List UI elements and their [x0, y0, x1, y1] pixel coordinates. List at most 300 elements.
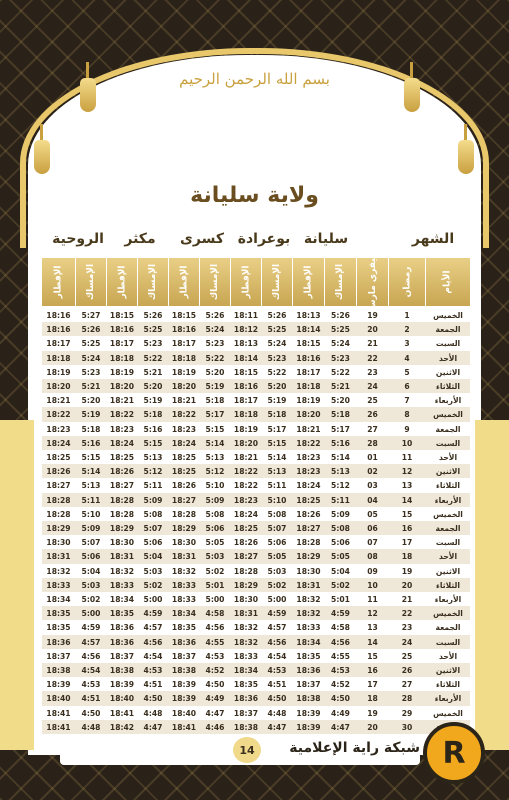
- iftar-column-header: الإفطار: [169, 258, 199, 306]
- iftar-time-cell: 18:24: [46, 438, 71, 448]
- imsak-time-cell: 5:20: [143, 382, 163, 391]
- imsak-time-cell: 4:56: [267, 637, 287, 647]
- iftar-time-cell: 18:26: [109, 467, 135, 477]
- iftar-time-cell: 18:40: [46, 694, 71, 704]
- iftar-time-cell: 18:26: [233, 538, 259, 548]
- imsak-time-cell: 5:06: [81, 552, 101, 562]
- region-header: مكثر: [124, 231, 156, 247]
- imsak-time-cell: 5:03: [81, 580, 101, 590]
- iftar-time-cell: 18:21: [296, 424, 321, 434]
- imsak-time-cell: 4:51: [143, 680, 163, 690]
- imsak-time-cell: 4:49: [205, 694, 225, 704]
- imsak-time-cell: 5:11: [143, 481, 163, 491]
- iftar-time-cell: 18:38: [233, 722, 259, 732]
- brand-logo-icon: R: [423, 722, 485, 784]
- imsak-time-cell: 5:04: [143, 552, 163, 562]
- iftar-time-cell: 18:35: [109, 609, 135, 619]
- iftar-time-cell: 18:23: [109, 424, 135, 434]
- imsak-time-cell: 5:26: [81, 325, 101, 335]
- imsak-time-cell: 4:58: [331, 623, 350, 633]
- table-row: [42, 635, 470, 649]
- imsak-time-cell: 5:06: [331, 538, 350, 548]
- iftar-time-cell: 18:21: [233, 453, 259, 462]
- iftar-time-cell: 18:20: [46, 382, 71, 391]
- iftar-time-cell: 18:33: [171, 580, 197, 590]
- table-row: [42, 336, 470, 350]
- iftar-column-header: الإفطار: [231, 258, 261, 306]
- imsak-time-cell: 5:04: [331, 566, 350, 576]
- iftar-time-cell: 18:39: [171, 680, 197, 690]
- iftar-time-cell: 18:32: [233, 623, 259, 633]
- iftar-time-cell: 18:12: [233, 325, 259, 335]
- gregorian-day-cell: 20: [367, 722, 378, 732]
- iftar-time-cell: 18:41: [46, 722, 71, 732]
- ramadan-day-cell: 30: [401, 722, 413, 732]
- iftar-time-cell: 18:23: [233, 495, 259, 505]
- imsak-time-cell: 5:23: [267, 353, 287, 363]
- imsak-time-cell: 5:14: [331, 453, 350, 462]
- imsak-time-cell: 4:57: [81, 637, 101, 647]
- imsak-time-cell: 5:25: [81, 339, 101, 349]
- table-row: [42, 308, 470, 322]
- gregorian-column-header: فيفري مارس: [357, 258, 388, 306]
- gregorian-day-cell: 19: [367, 708, 378, 718]
- imsak-time-cell: 5:20: [331, 396, 350, 406]
- imsak-time-cell: 4:55: [205, 637, 225, 647]
- iftar-time-cell: 18:13: [233, 339, 259, 349]
- ramadan-day-cell: 10: [401, 438, 413, 448]
- imsak-time-cell: 5:24: [81, 353, 101, 363]
- iftar-time-cell: 18:25: [46, 453, 71, 462]
- imsak-time-cell: 5:05: [205, 538, 225, 548]
- imsak-time-cell: 5:24: [331, 339, 350, 349]
- ramadan-day-cell: 6: [404, 382, 410, 391]
- imsak-time-cell: 5:00: [143, 595, 163, 604]
- ramadan-day-cell: 7: [404, 396, 410, 406]
- gregorian-day-cell: 26: [367, 410, 378, 420]
- ramadan-day-cell: 21: [401, 595, 413, 604]
- gregorian-day-cell: 18: [367, 694, 378, 704]
- iftar-time-cell: 18:27: [233, 552, 259, 562]
- iftar-time-cell: 18:20: [296, 410, 321, 420]
- iftar-time-cell: 18:29: [171, 524, 197, 533]
- ramadan-day-cell: 22: [401, 609, 413, 619]
- iftar-time-cell: 18:15: [171, 311, 197, 320]
- table-row: [42, 407, 470, 421]
- imsak-time-cell: 5:11: [81, 495, 101, 505]
- imsak-time-cell: 5:09: [143, 495, 163, 505]
- imsak-time-cell: 5:07: [267, 524, 287, 533]
- iftar-time-cell: 18:34: [109, 595, 135, 604]
- iftar-time-cell: 18:38: [171, 666, 197, 675]
- iftar-time-cell: 18:36: [109, 637, 135, 647]
- iftar-time-cell: 18:24: [171, 438, 197, 448]
- iftar-time-cell: 18:29: [296, 552, 321, 562]
- iftar-time-cell: 18:33: [296, 623, 321, 633]
- iftar-time-cell: 18:19: [171, 367, 197, 377]
- gregorian-day-cell: 24: [367, 382, 378, 391]
- imsak-time-cell: 4:56: [143, 637, 163, 647]
- iftar-time-cell: 18:24: [109, 438, 135, 448]
- imsak-time-cell: 5:14: [81, 467, 101, 477]
- gregorian-day-cell: 10: [367, 580, 378, 590]
- day-cell: الأربعاء: [434, 396, 462, 406]
- imsak-time-cell: 4:54: [143, 651, 163, 661]
- iftar-time-cell: 18:27: [109, 481, 135, 491]
- imsak-time-cell: 5:12: [331, 481, 350, 491]
- imsak-time-cell: 5:13: [81, 481, 101, 491]
- iftar-time-cell: 18:42: [109, 722, 135, 732]
- day-cell: السبت: [435, 438, 461, 448]
- imsak-time-cell: 4:53: [81, 680, 101, 690]
- imsak-time-cell: 5:19: [81, 410, 101, 420]
- iftar-time-cell: 18:16: [109, 325, 135, 335]
- day-cell: الأربعاء: [434, 495, 462, 505]
- table-row: [42, 478, 470, 492]
- imsak-time-cell: 4:50: [205, 680, 225, 690]
- iftar-time-cell: 18:18: [109, 353, 135, 363]
- iftar-time-cell: 18:23: [171, 424, 197, 434]
- imsak-time-cell: 5:26: [267, 311, 287, 320]
- imsak-time-cell: 5:21: [331, 382, 350, 391]
- imsak-time-cell: 5:11: [267, 481, 287, 491]
- iftar-column-header: الإفطار: [42, 258, 75, 306]
- iftar-time-cell: 18:15: [109, 311, 135, 320]
- imsak-time-cell: 5:10: [81, 509, 101, 519]
- day-cell: الاثنين: [435, 666, 461, 675]
- imsak-time-cell: 5:08: [143, 509, 163, 519]
- gregorian-day-cell: 01: [367, 453, 378, 462]
- day-cell: الخميس: [433, 609, 463, 619]
- table-row: [42, 464, 470, 478]
- iftar-time-cell: 18:34: [46, 595, 71, 604]
- day-cell: الثلاثاء: [436, 382, 460, 391]
- iftar-time-cell: 18:17: [171, 339, 197, 349]
- gregorian-day-cell: 08: [367, 552, 378, 562]
- imsak-time-cell: 5:02: [143, 580, 163, 590]
- imsak-time-cell: 4:47: [331, 722, 350, 732]
- iftar-time-cell: 18:19: [46, 367, 71, 377]
- imsak-time-cell: 5:02: [267, 580, 287, 590]
- imsak-time-cell: 4:54: [267, 651, 287, 661]
- iftar-time-cell: 18:36: [233, 694, 259, 704]
- iftar-time-cell: 18:35: [46, 609, 71, 619]
- lantern-icon: [458, 140, 474, 174]
- iftar-time-cell: 18:31: [46, 552, 71, 562]
- imsak-time-cell: 5:20: [267, 382, 287, 391]
- imsak-time-cell: 4:57: [267, 623, 287, 633]
- gregorian-day-cell: 19: [367, 311, 378, 320]
- imsak-time-cell: 5:00: [205, 595, 225, 604]
- mosque-silhouette-right: [475, 420, 509, 750]
- day-cell: السبت: [435, 339, 461, 349]
- imsak-time-cell: 5:27: [81, 311, 101, 320]
- imsak-time-cell: 5:00: [267, 595, 287, 604]
- day-cell: السبت: [435, 637, 461, 647]
- imsak-time-cell: 5:02: [331, 580, 350, 590]
- imsak-column-header: الإمساك: [325, 258, 356, 306]
- iftar-time-cell: 18:21: [171, 396, 197, 406]
- imsak-time-cell: 5:02: [81, 595, 101, 604]
- imsak-time-cell: 5:18: [81, 424, 101, 434]
- imsak-time-cell: 5:10: [205, 481, 225, 491]
- iftar-time-cell: 18:37: [233, 708, 259, 718]
- ramadan-day-cell: 8: [404, 410, 410, 420]
- imsak-time-cell: 4:50: [143, 694, 163, 704]
- iftar-time-cell: 18:32: [109, 566, 135, 576]
- day-cell: الثلاثاء: [436, 680, 460, 690]
- imsak-time-cell: 5:18: [143, 410, 163, 420]
- iftar-time-cell: 18:28: [233, 566, 259, 576]
- imsak-time-cell: 4:50: [81, 708, 101, 718]
- imsak-time-cell: 4:56: [331, 637, 350, 647]
- table-row: [42, 521, 470, 535]
- iftar-time-cell: 18:23: [296, 467, 321, 477]
- iftar-time-cell: 18:24: [233, 509, 259, 519]
- ramadan-day-cell: 28: [401, 694, 413, 704]
- iftar-time-cell: 18:36: [46, 637, 71, 647]
- iftar-time-cell: 18:13: [296, 311, 321, 320]
- iftar-time-cell: 18:31: [109, 552, 135, 562]
- imsak-time-cell: 5:19: [143, 396, 163, 406]
- imsak-time-cell: 5:23: [143, 339, 163, 349]
- iftar-time-cell: 18:14: [233, 353, 259, 363]
- gregorian-day-cell: 09: [367, 566, 378, 576]
- imsak-time-cell: 5:25: [331, 325, 350, 335]
- iftar-time-cell: 18:16: [46, 311, 71, 320]
- table-row: [42, 592, 470, 606]
- iftar-time-cell: 18:39: [46, 680, 71, 690]
- imsak-time-cell: 5:09: [205, 495, 225, 505]
- imsak-time-cell: 5:23: [81, 367, 101, 377]
- gregorian-day-cell: 06: [367, 524, 378, 533]
- iftar-time-cell: 18:29: [109, 524, 135, 533]
- iftar-time-cell: 18:37: [171, 651, 197, 661]
- table-row: [42, 706, 470, 720]
- imsak-time-cell: 4:59: [81, 623, 101, 633]
- iftar-time-cell: 18:16: [296, 353, 321, 363]
- iftar-time-cell: 18:18: [296, 382, 321, 391]
- imsak-time-cell: 5:25: [267, 325, 287, 335]
- ramadan-day-cell: 27: [401, 680, 413, 690]
- iftar-time-cell: 18:23: [296, 453, 321, 462]
- imsak-time-cell: 4:50: [331, 694, 350, 704]
- imsak-time-cell: 5:02: [205, 566, 225, 576]
- region-header: الروحية: [52, 231, 104, 247]
- imsak-time-cell: 5:26: [331, 311, 350, 320]
- brand-name: شبكة راية الإعلامية: [289, 740, 420, 756]
- day-cell: الأربعاء: [434, 694, 462, 704]
- iftar-time-cell: 18:21: [109, 396, 135, 406]
- imsak-time-cell: 5:00: [81, 609, 101, 619]
- iftar-time-cell: 18:28: [109, 495, 135, 505]
- day-cell: الثلاثاء: [436, 580, 460, 590]
- iftar-time-cell: 18:22: [233, 481, 259, 491]
- iftar-time-cell: 18:27: [46, 481, 71, 491]
- imsak-column-header: الإمساك: [262, 258, 292, 306]
- iftar-column-header: الإفطار: [107, 258, 137, 306]
- gregorian-day-cell: 20: [367, 325, 378, 335]
- table-row: [42, 578, 470, 592]
- gregorian-day-cell: 02: [367, 467, 378, 477]
- iftar-time-cell: 18:28: [296, 538, 321, 548]
- imsak-time-cell: 4:46: [205, 722, 225, 732]
- imsak-time-cell: 4:47: [205, 708, 225, 718]
- iftar-time-cell: 18:22: [171, 410, 197, 420]
- ramadan-day-cell: 19: [401, 566, 413, 576]
- imsak-time-cell: 5:07: [81, 538, 101, 548]
- imsak-time-cell: 5:13: [267, 467, 287, 477]
- gregorian-day-cell: 05: [367, 509, 378, 519]
- ramadan-day-cell: 16: [401, 524, 413, 533]
- iftar-time-cell: 18:38: [109, 666, 135, 675]
- iftar-time-cell: 18:18: [233, 410, 259, 420]
- iftar-time-cell: 18:17: [109, 339, 135, 349]
- imsak-time-cell: 5:14: [205, 438, 225, 448]
- iftar-time-cell: 18:32: [296, 595, 321, 604]
- iftar-time-cell: 18:33: [233, 651, 259, 661]
- ramadan-day-cell: 25: [401, 651, 413, 661]
- iftar-time-cell: 18:26: [171, 481, 197, 491]
- iftar-time-cell: 18:20: [109, 382, 135, 391]
- imsak-time-cell: 5:12: [143, 467, 163, 477]
- day-cell: الثلاثاء: [436, 481, 460, 491]
- imsak-time-cell: 5:17: [267, 424, 287, 434]
- imsak-time-cell: 5:21: [143, 367, 163, 377]
- ramadan-day-cell: 18: [401, 552, 413, 562]
- imsak-time-cell: 5:08: [205, 509, 225, 519]
- ramadan-day-cell: 14: [401, 495, 413, 505]
- gregorian-day-cell: 23: [367, 367, 378, 377]
- iftar-time-cell: 18:29: [46, 524, 71, 533]
- imsak-time-cell: 5:22: [143, 353, 163, 363]
- iftar-time-cell: 18:19: [109, 367, 135, 377]
- imsak-time-cell: 5:06: [267, 538, 287, 548]
- iftar-time-cell: 18:37: [109, 651, 135, 661]
- imsak-time-cell: 5:03: [143, 566, 163, 576]
- iftar-time-cell: 18:22: [46, 410, 71, 420]
- imsak-time-cell: 4:51: [267, 680, 287, 690]
- iftar-time-cell: 18:33: [171, 595, 197, 604]
- table-row: [42, 720, 470, 734]
- imsak-time-cell: 5:09: [81, 524, 101, 533]
- imsak-time-cell: 5:17: [205, 410, 225, 420]
- ramadan-day-cell: 13: [401, 481, 413, 491]
- imsak-time-cell: 4:55: [331, 651, 350, 661]
- imsak-time-cell: 5:15: [205, 424, 225, 434]
- day-cell: الجمعة: [435, 524, 461, 533]
- iftar-time-cell: 18:38: [46, 666, 71, 675]
- gregorian-day-cell: 14: [367, 637, 378, 647]
- imsak-time-cell: 5:13: [205, 453, 225, 462]
- imsak-time-cell: 4:59: [143, 609, 163, 619]
- iftar-time-cell: 18:34: [296, 637, 321, 647]
- ramadan-day-cell: 12: [401, 467, 413, 477]
- iftar-time-cell: 18:34: [233, 666, 259, 675]
- imsak-time-cell: 4:52: [205, 666, 225, 675]
- iftar-time-cell: 18:17: [46, 339, 71, 349]
- iftar-time-cell: 18:40: [109, 694, 135, 704]
- imsak-time-cell: 5:22: [331, 367, 350, 377]
- iftar-time-cell: 18:11: [233, 311, 259, 320]
- iftar-time-cell: 18:28: [46, 509, 71, 519]
- iftar-time-cell: 18:19: [233, 424, 259, 434]
- day-cell: السبت: [435, 538, 461, 548]
- iftar-time-cell: 18:32: [46, 566, 71, 576]
- imsak-time-cell: 5:09: [331, 509, 350, 519]
- iftar-time-cell: 18:16: [233, 382, 259, 391]
- ramadan-day-cell: 29: [401, 708, 413, 718]
- iftar-time-cell: 18:32: [233, 637, 259, 647]
- ramadan-day-cell: 24: [401, 637, 413, 647]
- ramadan-day-cell: 2: [404, 325, 410, 335]
- day-cell: الخميس: [433, 311, 463, 320]
- gregorian-day-cell: 15: [367, 651, 378, 661]
- day-cell: الأحد: [438, 453, 458, 462]
- day-cell: الخميس: [433, 410, 463, 420]
- imsak-time-cell: 5:19: [205, 382, 225, 391]
- imsak-time-cell: 5:26: [205, 311, 225, 320]
- iftar-time-cell: 18:25: [109, 453, 135, 462]
- imsak-time-cell: 5:01: [205, 580, 225, 590]
- imsak-time-cell: 4:48: [143, 708, 163, 718]
- iftar-time-cell: 18:17: [296, 367, 321, 377]
- imsak-column-header: الإمساك: [138, 258, 168, 306]
- imsak-time-cell: 5:22: [267, 367, 287, 377]
- iftar-time-cell: 18:39: [109, 680, 135, 690]
- iftar-time-cell: 18:15: [233, 367, 259, 377]
- iftar-time-cell: 18:33: [109, 580, 135, 590]
- table-row: [42, 422, 470, 436]
- iftar-time-cell: 18:41: [109, 708, 135, 718]
- iftar-time-cell: 18:41: [46, 708, 71, 718]
- ramadan-day-cell: 9: [404, 424, 410, 434]
- iftar-time-cell: 18:28: [46, 495, 71, 505]
- iftar-time-cell: 18:25: [233, 524, 259, 533]
- iftar-time-cell: 18:35: [171, 623, 197, 633]
- table-row: [42, 564, 470, 578]
- imsak-time-cell: 4:54: [81, 666, 101, 675]
- iftar-time-cell: 18:41: [171, 722, 197, 732]
- day-cell: الاثنين: [435, 467, 461, 477]
- iftar-time-cell: 18:35: [233, 680, 259, 690]
- imsak-time-cell: 4:56: [81, 651, 101, 661]
- ramadan-day-cell: 1: [404, 311, 410, 320]
- iftar-time-cell: 18:15: [296, 339, 321, 349]
- imsak-time-cell: 4:57: [143, 623, 163, 633]
- ramadan-day-cell: 5: [404, 367, 410, 377]
- iftar-time-cell: 18:36: [296, 666, 321, 675]
- imsak-time-cell: 5:08: [331, 524, 350, 533]
- iftar-time-cell: 18:27: [171, 495, 197, 505]
- iftar-time-cell: 18:22: [109, 410, 135, 420]
- table-row: [42, 351, 470, 365]
- imsak-time-cell: 5:03: [205, 552, 225, 562]
- ramadan-column-header: رمضان: [389, 258, 425, 306]
- day-cell: الخميس: [433, 509, 463, 519]
- page-number: 14: [233, 737, 261, 763]
- imsak-time-cell: 4:58: [205, 609, 225, 619]
- imsak-time-cell: 4:53: [205, 651, 225, 661]
- day-cell: الاثنين: [435, 566, 461, 576]
- month-header: الشهر: [411, 231, 455, 247]
- iftar-time-cell: 18:16: [46, 325, 71, 335]
- imsak-time-cell: 5:23: [205, 339, 225, 349]
- imsak-time-cell: 5:15: [81, 453, 101, 462]
- region-header: بوعرادة: [237, 231, 291, 247]
- imsak-time-cell: 4:48: [81, 722, 101, 732]
- iftar-time-cell: 18:40: [171, 708, 197, 718]
